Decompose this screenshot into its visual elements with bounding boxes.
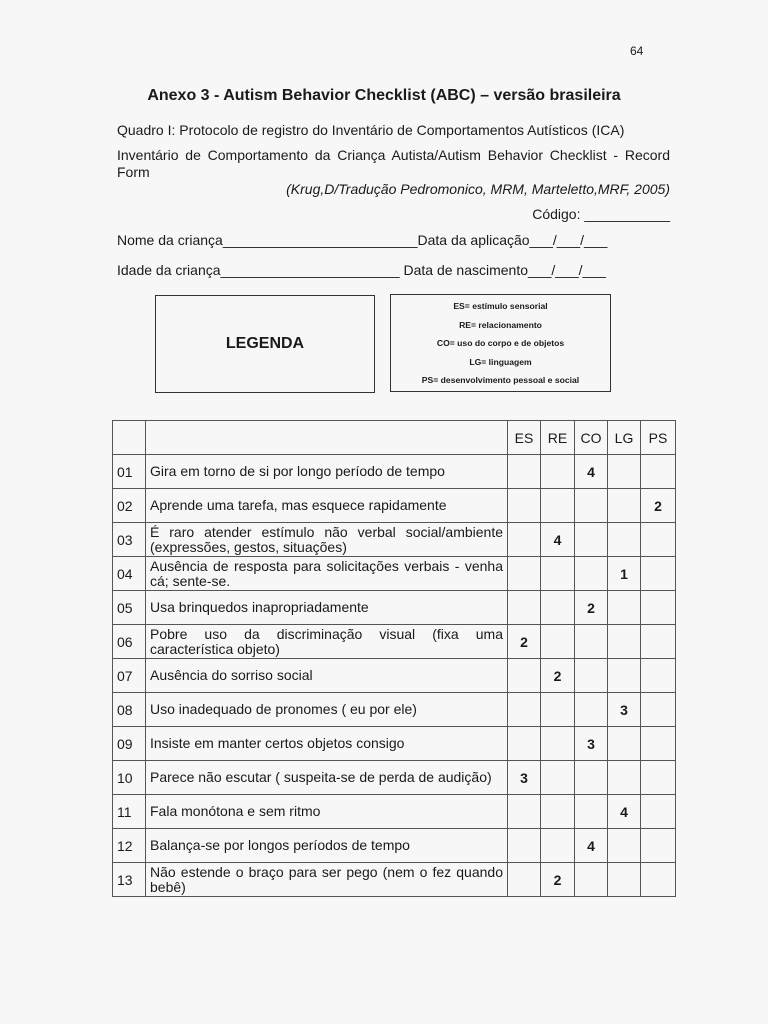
score-cell-re (541, 693, 575, 727)
table-row (113, 795, 676, 829)
score-cell-lg (608, 727, 641, 761)
row-number: 01 (113, 455, 146, 489)
row-number: 05 (113, 591, 146, 625)
score-cell-co (575, 693, 608, 727)
row-description: Não estende o braço para ser pego (nem o fez quando bebê) (146, 863, 508, 897)
row-number: 10 (113, 761, 146, 795)
header-cell-num (113, 421, 146, 455)
score-cell-ps (641, 727, 676, 761)
idade-field: Idade da criança_______________________ Data de nascimento___/___/___ (117, 262, 606, 278)
row-description: Fala monótona e sem ritmo (146, 795, 508, 829)
table-row (113, 489, 676, 523)
score-cell-ps (641, 523, 676, 557)
row-description: Pobre uso da discriminação visual (fixa uma característica objeto) (146, 625, 508, 659)
score-cell-ps (641, 557, 676, 591)
score-cell-lg (608, 489, 641, 523)
score-cell-re (541, 557, 575, 591)
score-cell-ps (641, 625, 676, 659)
score-cell-ps (641, 455, 676, 489)
column-header-lg: LG (608, 421, 641, 455)
legend-label: LEGENDA (225, 335, 305, 352)
row-description: Balança-se por longos períodos de tempo (146, 829, 508, 863)
row-number: 12 (113, 829, 146, 863)
legend-item: PS= desenvolvimento pessoal e social (421, 375, 580, 385)
table-row (113, 557, 676, 591)
row-description: Ausência do sorriso social (146, 659, 508, 693)
citation: (Krug,D/Tradução Pedromonico, MRM, Marteletto,MRF, 2005) (286, 181, 670, 197)
codigo-field: Código: ___________ (532, 206, 670, 222)
score-cell-es (508, 829, 541, 863)
legend-item: LG= linguagem (469, 356, 532, 367)
score-cell-es (508, 727, 541, 761)
row-number: 03 (113, 523, 146, 557)
score-cell-re (541, 761, 575, 795)
table-row (113, 863, 676, 897)
score-cell-lg (608, 625, 641, 659)
row-number: 02 (113, 489, 146, 523)
row-number: 13 (113, 863, 146, 897)
score-cell-ps (641, 761, 676, 795)
row-number: 06 (113, 625, 146, 659)
inventario-caption: Inventário de Comportamento da Criança Autista/Autism Behavior Checklist - Record Form (117, 147, 670, 180)
row-description: Insiste em manter certos objetos consigo (146, 727, 508, 761)
column-header-ps: PS (641, 421, 676, 455)
row-number: 09 (113, 727, 146, 761)
score-cell-lg: 3 (608, 693, 641, 727)
score-cell-re (541, 455, 575, 489)
score-cell-co: 2 (575, 591, 608, 625)
row-description: Gira em torno de si por longo período de tempo (146, 455, 508, 489)
score-cell-es: 2 (508, 625, 541, 659)
row-description: Uso inadequado de pronomes ( eu por ele) (146, 693, 508, 727)
score-cell-re: 2 (541, 863, 575, 897)
table-row (113, 727, 676, 761)
score-cell-co: 4 (575, 455, 608, 489)
score-cell-re (541, 829, 575, 863)
score-cell-es (508, 591, 541, 625)
score-cell-co (575, 489, 608, 523)
score-cell-ps (641, 659, 676, 693)
legend-item: CO= uso do corpo e de objetos (436, 338, 565, 348)
table-row (113, 761, 676, 795)
quadro-caption: Quadro I: Protocolo de registro do Inventário de Comportamentos Autísticos (ICA) (117, 122, 625, 138)
page-title: Anexo 3 - Autism Behavior Checklist (ABC) – versão brasileira (147, 87, 621, 104)
score-cell-re (541, 591, 575, 625)
score-cell-lg (608, 829, 641, 863)
row-description: Ausência de resposta para solicitações verbais - venha cá; sente-se. (146, 557, 508, 591)
table-row (113, 455, 676, 489)
score-cell-lg: 4 (608, 795, 641, 829)
row-description: Aprende uma tarefa, mas esquece rapidamente (146, 489, 508, 523)
score-cell-lg (608, 761, 641, 795)
score-cell-co (575, 557, 608, 591)
row-number: 04 (113, 557, 146, 591)
table-row (113, 591, 676, 625)
score-cell-es (508, 863, 541, 897)
table-row (113, 829, 676, 863)
header-cell-desc (146, 421, 508, 455)
score-cell-lg (608, 523, 641, 557)
table-header-row (113, 421, 676, 455)
column-header-re: RE (541, 421, 575, 455)
score-cell-co (575, 863, 608, 897)
table-row (113, 659, 676, 693)
score-cell-lg (608, 863, 641, 897)
page-number: 64 (630, 44, 644, 58)
score-cell-es (508, 489, 541, 523)
score-cell-co: 4 (575, 829, 608, 863)
legend-box (155, 295, 375, 393)
score-cell-co (575, 523, 608, 557)
score-cell-ps (641, 829, 676, 863)
row-number: 07 (113, 659, 146, 693)
score-cell-co (575, 761, 608, 795)
checklist-table (112, 420, 676, 897)
score-cell-re (541, 795, 575, 829)
score-cell-lg (608, 591, 641, 625)
score-cell-es (508, 795, 541, 829)
score-cell-co (575, 795, 608, 829)
score-cell-ps (641, 795, 676, 829)
column-header-co: CO (575, 421, 608, 455)
score-cell-lg: 1 (608, 557, 641, 591)
row-description: Usa brinquedos inapropriadamente (146, 591, 508, 625)
score-cell-re (541, 625, 575, 659)
score-cell-es (508, 557, 541, 591)
score-cell-re: 4 (541, 523, 575, 557)
score-cell-lg (608, 455, 641, 489)
score-cell-ps (641, 863, 676, 897)
score-cell-re (541, 489, 575, 523)
nome-field: Nome da criança_________________________Data da aplicação___/___/___ (117, 232, 608, 248)
score-cell-es (508, 693, 541, 727)
legend-item: RE= relacionamento (459, 319, 542, 330)
score-cell-ps: 2 (641, 489, 676, 523)
score-cell-es (508, 659, 541, 693)
score-cell-es (508, 523, 541, 557)
score-cell-ps (641, 591, 676, 625)
table-row (113, 625, 676, 659)
legend-item: ES= estímulo sensorial (453, 301, 548, 311)
legend-items (390, 294, 611, 392)
score-cell-es: 3 (508, 761, 541, 795)
row-description: É raro atender estímulo não verbal social/ambiente (expressões, gestos, situações) (146, 523, 508, 557)
score-cell-co (575, 659, 608, 693)
table-row (113, 693, 676, 727)
row-description: Parece não escutar ( suspeita-se de perda de audição) (146, 761, 508, 795)
table-row (113, 523, 676, 557)
score-cell-co: 3 (575, 727, 608, 761)
score-cell-re (541, 727, 575, 761)
score-cell-es (508, 455, 541, 489)
score-cell-lg (608, 659, 641, 693)
row-number: 08 (113, 693, 146, 727)
score-cell-re: 2 (541, 659, 575, 693)
score-cell-ps (641, 693, 676, 727)
score-cell-co (575, 625, 608, 659)
column-header-es: ES (508, 421, 541, 455)
row-number: 11 (113, 795, 146, 829)
